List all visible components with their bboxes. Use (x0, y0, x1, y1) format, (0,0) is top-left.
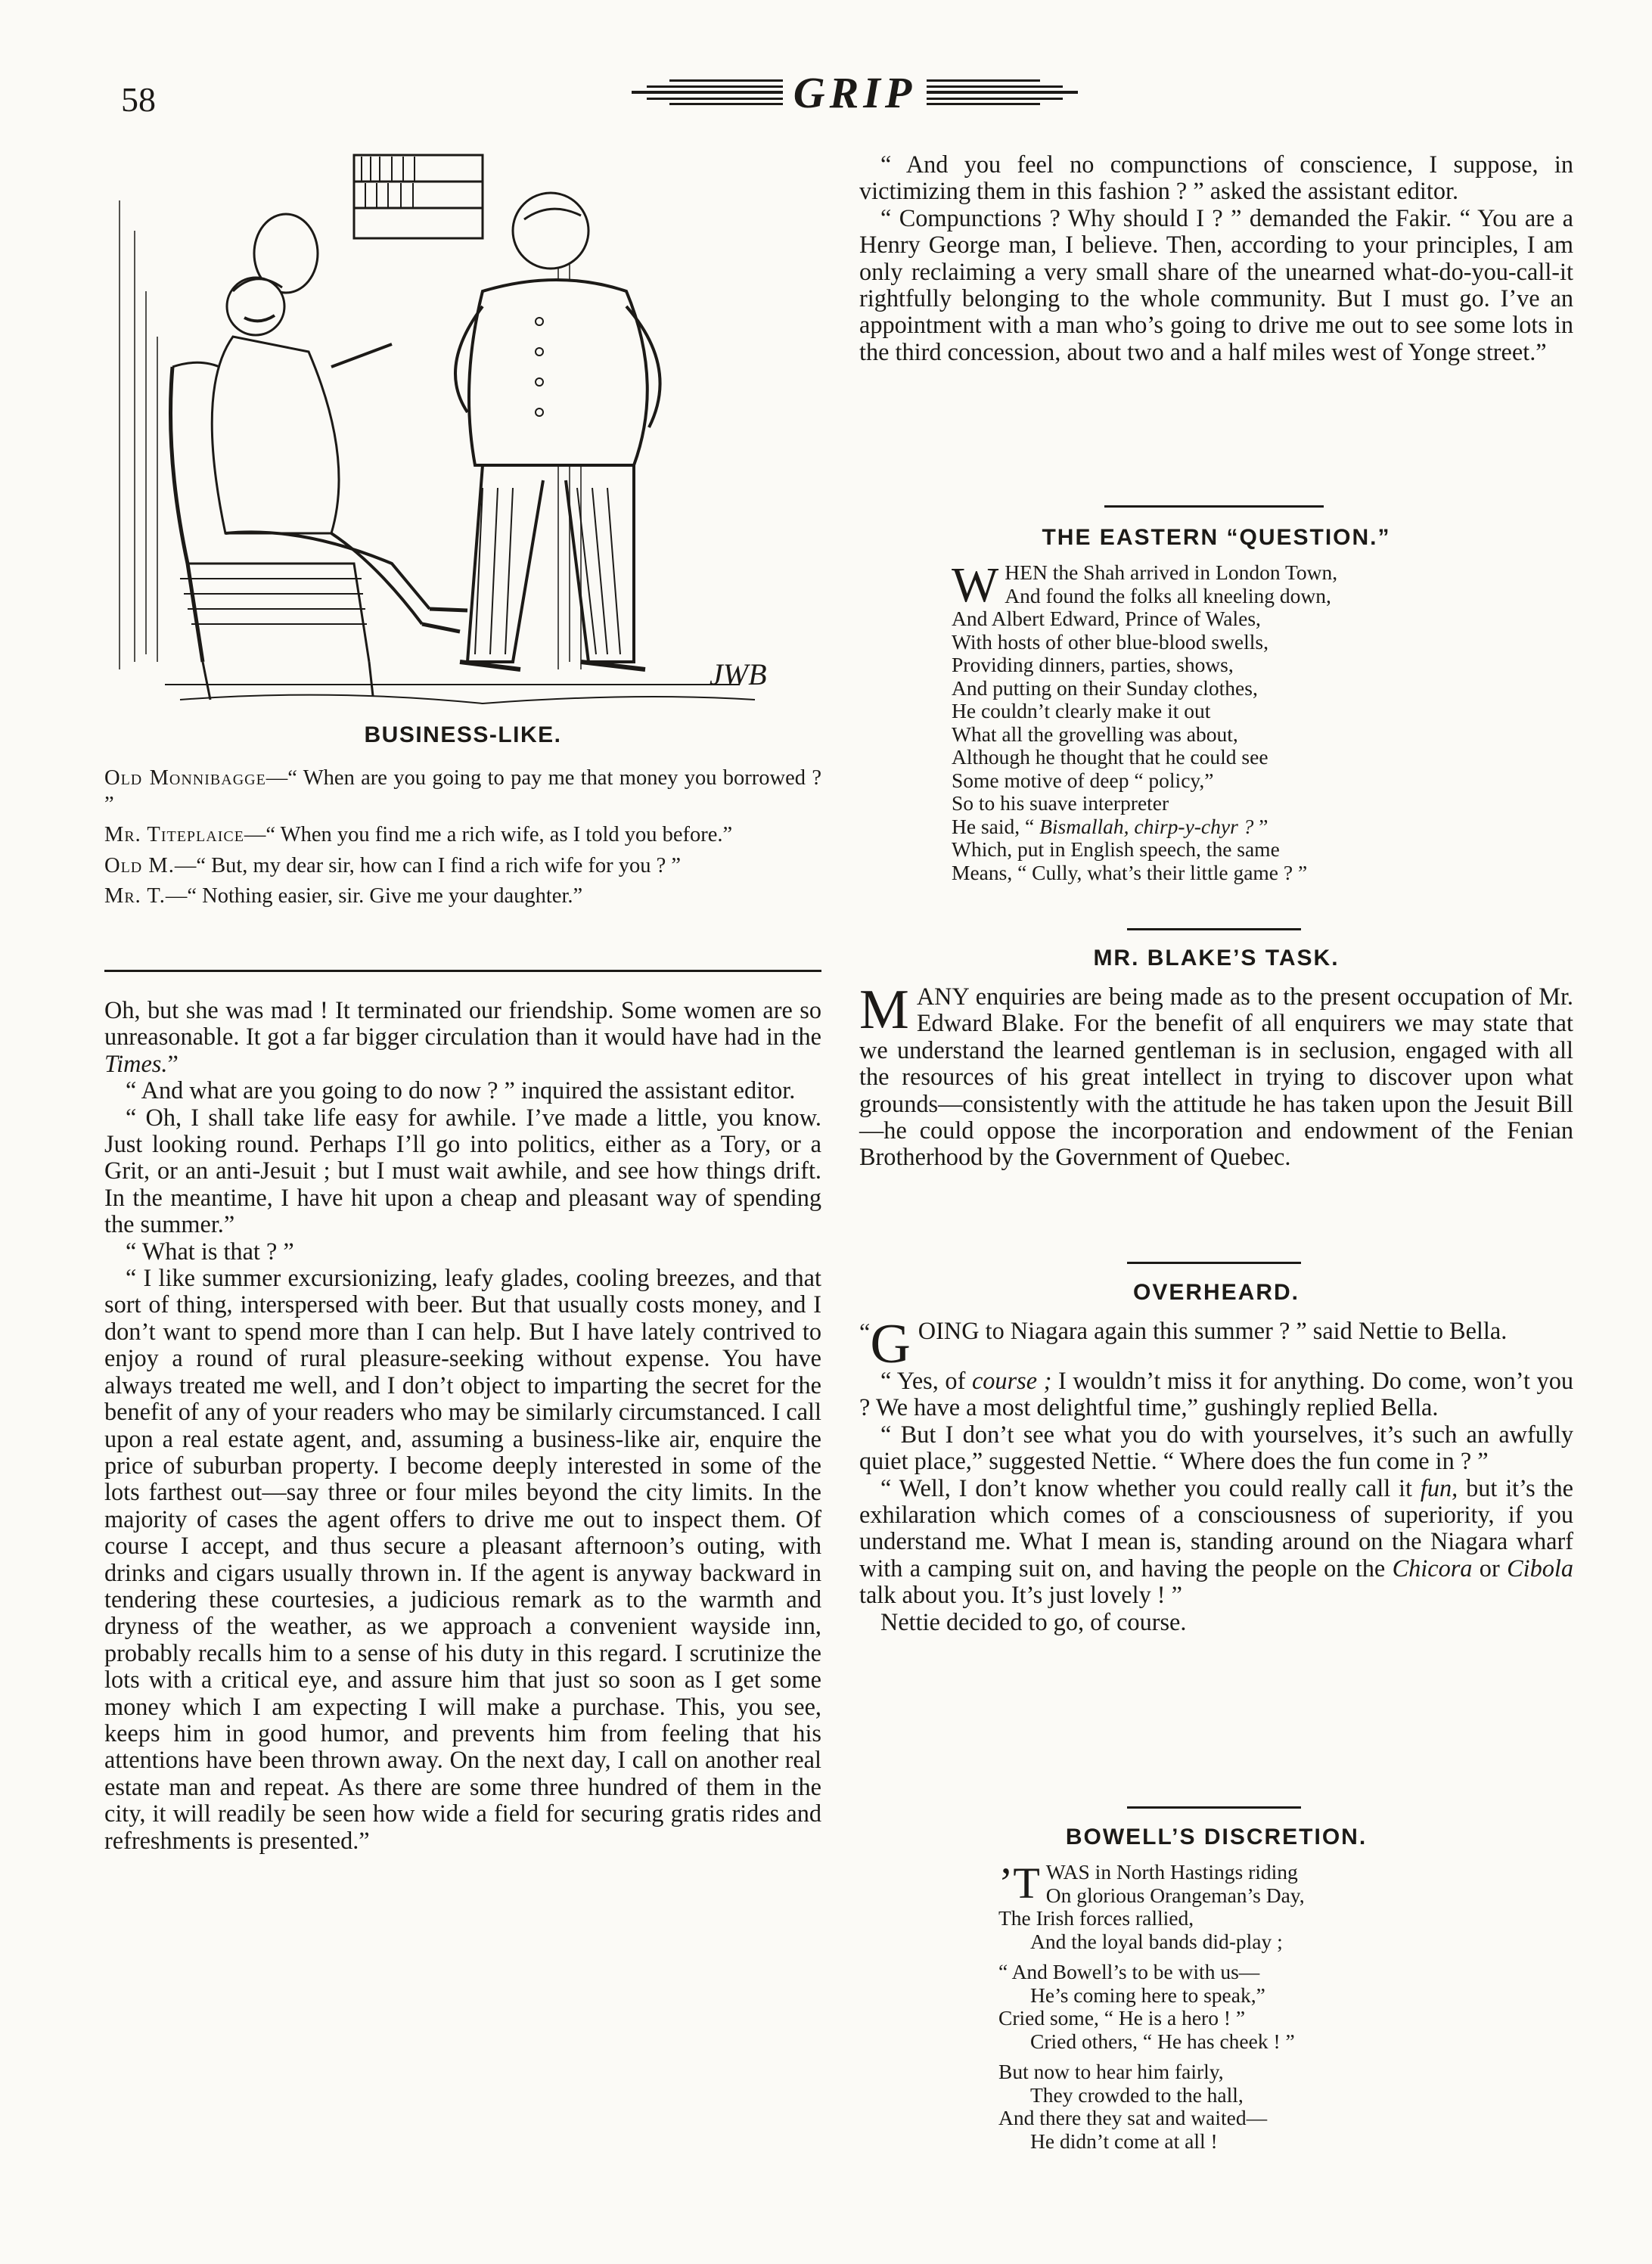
dialogue-line (104, 822, 821, 849)
poem-line: With hosts of other blue-blood swells, (952, 629, 1268, 654)
poem-line: WAS in North Hastings riding (1045, 1860, 1298, 1884)
poem-line: He didn’t come at all ! (1030, 2129, 1218, 2153)
poem-line: They crowded to the hall, (1030, 2082, 1244, 2107)
poem-line: The Irish forces rallied, (998, 1906, 1194, 1930)
poem-line: He couldn’t clearly make it out (952, 699, 1211, 722)
poem-italic: Bismallah, chirp-y-chyr ? (1039, 814, 1254, 838)
article-paragraph-text: Oh, but she was mad ! It terminated our friendship. Some women are so unreasonable. It got a far bigger circulation than it would have had in the (104, 996, 821, 1051)
article-paragraph (859, 1475, 1573, 1609)
article-paragraph: “ And what are you going to do now ? ” inquired the assistant editor. (126, 1076, 796, 1104)
article-paragraph: Nettie decided to go, of course. (880, 1607, 1187, 1635)
blake-title: MR. BLAKE’S TASK. (1093, 946, 1340, 971)
open-quote: “ (859, 1318, 871, 1346)
article-paragraph: “ I like summer excursionizing, leafy glades, cooling breezes, and that sort of thing, interspersed with beer. But that usually costs money, and I don’t want to spend more than I can help. But I have lately contrived to enjoy a round of rural pleasure-seeking without expense. You have always treated me well, and I don’t object to imparting the secret for the benefit of any of your readers who may be similarly circumstanced. I call upon a real estate agent, and, assuming a business-like air, enquire the price of suburban property. I become deeply interested in some of the lots farthest out—say three or four miles beyond the city limits. In the majority of cases the agent offers to drive me out to inspect them. Of course I accept, and thus secure a pleasant afternoon’s outing, with drinks and cigars usually thrown in. If the agent is anyway backward in tendering these courtesies, a judicious remark as to the warmth and dryness of the weather, as we approach a convenient wayside inn, probably recalls him to a sense of his duty in this regard. I scrutinize the lots with a critical eye, and assure him that just so soon as I get some money which I am expecting I will make a purchase. This, you see, keeps him in good humor, and prevents him from feeling that his attentions have been thrown away. On the next day, I call on another real estate man and repeat. As there are some three hundred of them in the city, it will readily be seen how wide a field for securing gratis rides and refreshments is presented.” (104, 1264, 821, 1854)
page-number: 58 (121, 80, 156, 119)
bowell-title: BOWELL’S DISCRETION. (1065, 1825, 1368, 1849)
article-paragraph-text: ANY enquiries are being made as to the present occupation of Mr. Edward Blake. For the benefit of all enquirers we may state that we understand the learned gentleman is in seclusion, engaged with all the resources of his great intellect in trying to discover upon what grounds—consistently with the attitude he has taken upon the Jesuit Bill—he could oppose the incorporation and endowment of the Fenian Brotherhood by the Government of Quebec. (859, 983, 1573, 1171)
poem-line: And putting on their Sunday clothes, (952, 675, 1258, 700)
poem-line: Cried others, “ He has cheek ! ” (1030, 2029, 1295, 2053)
dialogue-text: —“ Nothing easier, sir. Give me your daughter.” (165, 884, 583, 908)
dialogue-speaker: Mr. Titeplaice (104, 823, 244, 846)
dialogue-line (104, 884, 821, 910)
italic-word: Cibola (1507, 1554, 1573, 1582)
dialogue-speaker: Old Monnibagge (104, 766, 266, 790)
illustration-signature: JWB (710, 657, 767, 691)
overheard-title: OVERHEARD. (1132, 1280, 1300, 1305)
poem-line: What all the grovelling was about, (952, 722, 1238, 746)
bowell-poem (998, 1859, 1305, 2153)
blake-article (859, 979, 1573, 1171)
dialogue-text: —“ When you find me a rich wife, as I told you before.” (244, 823, 733, 846)
article-paragraph (859, 1313, 1573, 1375)
blake-dropcap: M (859, 979, 909, 1041)
poem-line: He’s coming here to speak,” (1030, 1983, 1265, 2007)
times-italic: Times. (104, 1049, 168, 1077)
dialogue-text: —“ When are you going to pay me that money you borrowed ? ” (104, 766, 821, 816)
article-paragraph-text: I wouldn’t miss it for anything. Do come, won’t you ? We have a most delightful time,” gushingly replied Bella. (859, 1367, 1573, 1421)
divider-rule (1127, 1262, 1301, 1264)
dialogue-text: —“ But, my dear sir, how can I find a rich wife for you ? ” (174, 853, 682, 877)
italic-word: Chicora (1392, 1554, 1473, 1582)
poem-line: Some motive of deep “ policy,” (952, 768, 1214, 792)
article-paragraph-text: talk about you. It’s just lovely ! ” (859, 1581, 1182, 1609)
poem-line-text: ” (1253, 814, 1268, 838)
eastern-question-title: THE EASTERN “QUESTION.” (1042, 525, 1391, 550)
poem-line: And the loyal bands did-play ; (1030, 1929, 1283, 1953)
poem-line: Providing dinners, parties, shows, (952, 653, 1234, 676)
divider-rule (104, 970, 821, 972)
italic-word: course ; (971, 1367, 1052, 1394)
cartoon-title: BUSINESS-LIKE. (364, 722, 562, 747)
poem-line: On glorious Orangeman’s Day, (1045, 1883, 1305, 1907)
poem-dropcap: ’T (998, 1859, 1040, 1908)
article-paragraph-text: “ Yes, of (880, 1367, 972, 1394)
divider-rule (1104, 505, 1324, 508)
poem-line: Means, “ Cully, what’s their little game ? ” (952, 860, 1308, 884)
italic-word: fun, (1420, 1474, 1458, 1502)
poem-line: So to his suave interpreter (952, 791, 1169, 815)
poem-line: Which, put in English speech, the same (952, 837, 1280, 861)
poem-line: And there they sat and waited— (998, 2106, 1268, 2129)
article-paragraph-text: “ Well, I don’t know whether you could really call it (880, 1474, 1421, 1502)
poem-line: “ And Bowell’s to be with us— (998, 1960, 1260, 1983)
dialogue-line (104, 853, 821, 880)
article-paragraph: “ Oh, I shall take life easy for awhile. I’ve made a little, you know. Just looking round. Perhaps I’ll go into politics, either as a Tory, or a Grit, or an anti-Jesuit ; but I must wait awhile, and see how things drift. In the meantime, I have hit upon a cheap and pleasant way of spending the summer.” (104, 1103, 821, 1238)
poem-dropcap: W (952, 557, 999, 613)
poem-line-text: He said, “ (952, 814, 1040, 838)
right-column-article (859, 151, 1573, 365)
cartoon-dialogue (104, 766, 821, 915)
overheard-article (859, 1313, 1574, 1635)
article-paragraph (859, 1368, 1573, 1421)
left-column-article (104, 997, 821, 1854)
article-paragraph-text: OING to Niagara again this summer ? ” said Nettie to Bella. (918, 1317, 1508, 1344)
poem-line: Although he thought that he could see (952, 745, 1268, 769)
article-paragraph (859, 979, 1573, 1171)
article-paragraph-text: or (1472, 1554, 1508, 1582)
dialogue-speaker: Mr. T. (104, 884, 166, 908)
cartoon-illustration (104, 140, 815, 715)
masthead-rule-right (927, 79, 1078, 105)
masthead-rule-left (632, 79, 783, 105)
article-paragraph: Oh, but she was mad ! It terminated our friendship. Some women are so unreasonable. It got a far bigger circulation than it would have had in the Times.” (104, 996, 821, 1077)
article-paragraph: “ And you feel no compunctions of conscience, I suppose, in victimizing them in this fashion ? ” asked the assistant editor. (859, 151, 1573, 205)
dialogue-speaker: Old M. (104, 853, 175, 877)
poem-line: And Albert Edward, Prince of Wales, (952, 607, 1261, 630)
divider-rule (1127, 928, 1301, 930)
article-paragraph-text: but it’s the exhilaration which comes of a consciousness of superiority, if you understand me. What I mean is, standing around on the Niagara wharf with a camping suit on, and having the people on the (859, 1474, 1574, 1582)
poem-line: And found the folks all kneeling down, (1005, 583, 1331, 607)
article-paragraph: “ What is that ? ” (126, 1237, 294, 1265)
overheard-dropcap: G (870, 1313, 911, 1375)
divider-rule (1127, 1806, 1301, 1809)
masthead (620, 67, 1089, 117)
poem-line: HEN the Shah arrived in London Town, (1005, 561, 1338, 584)
article-paragraph: “ But I don’t see what you do with yourselves, it’s such an awfully quiet place,” suggested Nettie. “ Where does the fun come in ? ” (859, 1420, 1573, 1475)
masthead-title: GRIP (793, 67, 917, 117)
eastern-question-poem (952, 557, 1338, 884)
poem-line (952, 815, 1310, 839)
poem-line: Cried some, “ He is a hero ! ” (998, 2006, 1246, 2030)
dialogue-line (104, 766, 821, 818)
article-paragraph: “ Compunctions ? Why should I ? ” demanded the Fakir. “ You are a Henry George man, I believe. Then, according to your principles, I am only reclaiming a very small share of the unearned what-do-you-call-it rightfully belonging to the whole community. But I must go. I’ve an appointment with a man who’s going to drive me out to see some lots in the third concession, about two and a half miles west of Yonge street.” (859, 203, 1573, 365)
poem-line: But now to hear him fairly, (998, 2060, 1224, 2083)
